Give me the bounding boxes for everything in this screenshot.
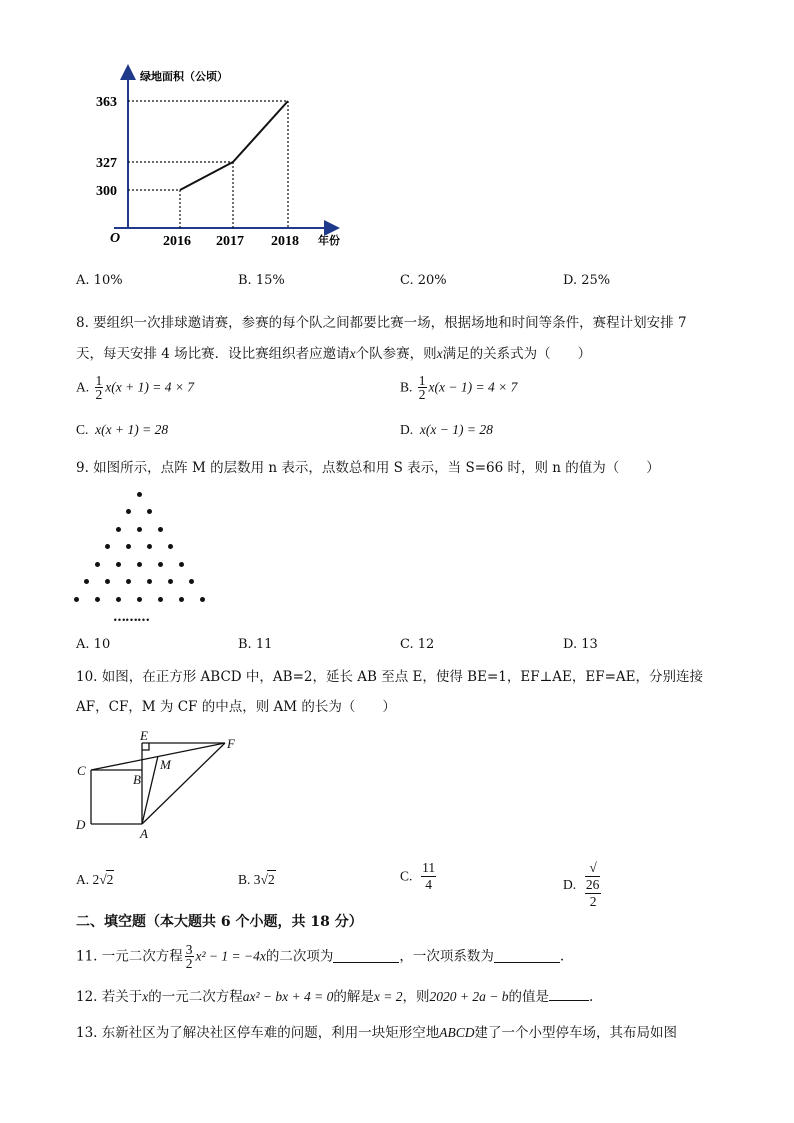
q10-option-c[interactable] (400, 860, 438, 893)
option-letter: D. (563, 877, 577, 892)
y-tick-label: 363 (96, 95, 117, 110)
option-letter: D. (400, 422, 414, 437)
origin-label: O (110, 231, 121, 246)
lattice-dot (116, 527, 121, 532)
q9-stem: 9. 如图所示，点阵 M 的层数用 n 表示，点数总和用 S 表示，当 S=66 时，则 n 的值为（ ） (76, 460, 660, 476)
q9-option-c[interactable] (400, 637, 434, 653)
fraction (421, 860, 436, 893)
q12-equation: ax² − bx + 4 = 0 (242, 989, 334, 1004)
q8-stem-part: 个队参赛，则 (355, 346, 437, 362)
q10-stem-line2: AF，CF，M 为 CF 的中点，则 AM 的长为（ ） (76, 699, 396, 715)
label-E: E (140, 728, 148, 743)
label-B: B (133, 772, 141, 787)
answer-blank[interactable] (333, 950, 399, 963)
lattice-dot (168, 579, 173, 584)
q10-option-a[interactable]: A. 2√2 (76, 872, 114, 887)
option-letter: D. (563, 637, 578, 652)
q13-text: 建了一个小型停车场，其布局如图 (474, 1025, 678, 1041)
q8-stem-part: 天，每天安排 4 场比赛．设比赛组织者应邀请 (76, 346, 350, 362)
label-M: M (160, 757, 171, 772)
dot-ellipsis: ……… (113, 610, 149, 625)
q8-variable: x (349, 346, 356, 361)
option-letter: B. (238, 637, 252, 652)
lattice-dot (137, 562, 142, 567)
option-text: 11 (255, 637, 273, 652)
lattice-dot (189, 579, 194, 584)
lattice-dot (116, 562, 121, 567)
lattice-dot (74, 597, 79, 602)
radicand: 2 (106, 872, 114, 887)
frac-denominator: 2 (418, 387, 426, 402)
q7-option-b[interactable] (238, 273, 285, 289)
lattice-dot (95, 562, 100, 567)
x-tick-label: 2016 (163, 234, 191, 249)
q12-text: . (588, 989, 594, 1005)
option-text: 15% (255, 273, 285, 288)
lattice-dot (137, 527, 142, 532)
x-axis-label: 年份 (318, 235, 340, 247)
frac-denominator: 2 (589, 894, 597, 909)
q13-stem (76, 1024, 677, 1042)
frac-denominator: 2 (185, 956, 193, 971)
label-C: C (77, 763, 86, 778)
lattice-dot (84, 579, 89, 584)
lattice-dot (95, 597, 100, 602)
q7-option-d[interactable] (563, 273, 610, 289)
q12-stem (76, 988, 593, 1006)
lattice-dot (105, 544, 110, 549)
y-tick-label: 327 (96, 156, 117, 171)
answer-blank[interactable] (549, 988, 589, 1001)
q8-stem-part: 满足的关系式为（ ） (442, 346, 592, 362)
q9-option-b[interactable] (238, 637, 272, 653)
option-letter: C. (400, 868, 413, 884)
lattice-dot (105, 579, 110, 584)
q8-variable: x (436, 346, 443, 361)
option-letter: C. (400, 637, 414, 652)
option-text: 10% (93, 273, 123, 288)
q8-option-d[interactable] (400, 421, 493, 439)
lattice-dot (147, 509, 152, 514)
q12-expression: 2020 + 2a − b (429, 989, 509, 1004)
lattice-dot (147, 579, 152, 584)
radicand: 26 (585, 877, 600, 892)
lattice-dot (116, 597, 121, 602)
frac-numerator: 1 (95, 373, 103, 388)
option-letter: A. (76, 637, 90, 652)
label-A: A (140, 826, 148, 841)
q12-variable: x (142, 989, 149, 1004)
lattice-dot (158, 527, 163, 532)
x-tick-label: 2017 (216, 234, 244, 249)
lattice-dot (137, 597, 142, 602)
label-D: D (76, 817, 86, 832)
q8-stem-line1: 8. 要组织一次排球邀请赛，参赛的每个队之间都要比赛一场，根据场地和时间等条件，赛程计划安排 7 (76, 315, 687, 331)
q13-rectangle-name: ABCD (439, 1025, 475, 1040)
q11-equation: x² − 1 = −4x (195, 948, 266, 964)
lattice-dot (126, 509, 131, 514)
q10-option-b[interactable]: B. 3√2 (238, 872, 275, 887)
segment-AF (142, 743, 225, 824)
section-heading: 二、填空题（本大题共 6 个小题，共 18 分） (76, 914, 363, 930)
lattice-dot (158, 597, 163, 602)
frac-denominator: 4 (425, 877, 433, 892)
option-expression: x(x + 1) = 4 × 7 (105, 379, 195, 395)
frac-numerator: 1 (418, 373, 426, 388)
option-text: 20% (417, 273, 447, 288)
frac-numerator: 3 (185, 942, 193, 957)
option-expression: x(x − 1) = 4 × 7 (428, 379, 518, 395)
q8-option-b[interactable] (400, 374, 517, 401)
lattice-dot (179, 562, 184, 567)
y-axis-label: 绿地面积（公顷） (140, 71, 228, 83)
answer-blank[interactable] (494, 950, 560, 963)
label-F: F (227, 736, 235, 751)
q8-stem-line2 (76, 345, 591, 363)
data-series-line (180, 101, 288, 190)
q10-option-d[interactable] (563, 860, 603, 910)
fraction: √ 26 2 (585, 860, 600, 909)
frac-numerator: 11 (422, 860, 436, 875)
lattice-dot (126, 544, 131, 549)
lattice-dot (137, 492, 142, 497)
q11-text: . (559, 948, 565, 965)
option-letter: A. (76, 379, 90, 395)
option-text: 25% (581, 273, 611, 288)
option-expression: x(x + 1) = 28 (95, 422, 169, 437)
option-letter: C. (76, 422, 89, 437)
q11-text: 的二次项为 (265, 948, 334, 965)
option-letter: A. (76, 872, 90, 887)
q8-option-c[interactable] (76, 421, 168, 439)
lattice-dot (126, 579, 131, 584)
q11-text: ，一次项系数为 (399, 948, 494, 965)
option-text: 13 (581, 637, 598, 652)
q7-option-c[interactable] (400, 273, 447, 289)
option-letter: B. (238, 872, 251, 887)
q8-option-a[interactable] (76, 374, 194, 401)
coefficient: 2 (92, 872, 100, 887)
right-angle-mark (142, 743, 149, 750)
lattice-dot (168, 544, 173, 549)
green-area-line-chart (80, 60, 360, 260)
option-text: 12 (417, 637, 435, 652)
frac-denominator: 2 (95, 387, 103, 402)
q13-text: 13. 东新社区为了解决社区停车难的问题，利用一块矩形空地 (76, 1025, 440, 1041)
option-letter: B. (238, 273, 252, 288)
option-letter: A. (76, 273, 90, 288)
lattice-dot (200, 597, 205, 602)
q12-text: ，则 (402, 989, 430, 1005)
x-tick-label: 2018 (271, 234, 299, 249)
option-text: 10 (93, 637, 111, 652)
q12-text: 的解是 (333, 989, 374, 1005)
q10-stem-line1: 10. 如图，在正方形 ABCD 中，AB=2，延长 AB 至点 E，使得 BE=1，EF⊥AE，EF=AE，分别连接 (76, 669, 704, 685)
q12-solution: x = 2 (373, 989, 403, 1004)
option-letter: C. (400, 273, 414, 288)
coefficient: 3 (253, 872, 261, 887)
segment-AM (142, 756, 158, 824)
lattice-dot (179, 597, 184, 602)
lattice-dot (158, 562, 163, 567)
fraction (95, 374, 104, 401)
y-tick-label: 300 (96, 184, 117, 199)
radicand: 2 (267, 872, 275, 887)
q9-option-d[interactable] (563, 637, 598, 653)
q12-text: 的一元二次方程 (148, 989, 243, 1005)
square-geometry-figure (70, 726, 260, 844)
q12-text: 12. 若关于 (76, 989, 143, 1005)
q9-option-a[interactable] (76, 637, 110, 653)
q7-option-a[interactable] (76, 273, 123, 289)
q12-text: 的值是 (508, 989, 549, 1005)
option-letter: D. (563, 273, 578, 288)
q11-stem (76, 943, 564, 970)
lattice-dot (147, 544, 152, 549)
fraction (418, 374, 427, 401)
option-letter: B. (400, 379, 413, 395)
fraction (185, 943, 194, 970)
q11-text: 11. 一元二次方程 (76, 948, 183, 965)
option-expression: x(x − 1) = 28 (419, 422, 493, 437)
